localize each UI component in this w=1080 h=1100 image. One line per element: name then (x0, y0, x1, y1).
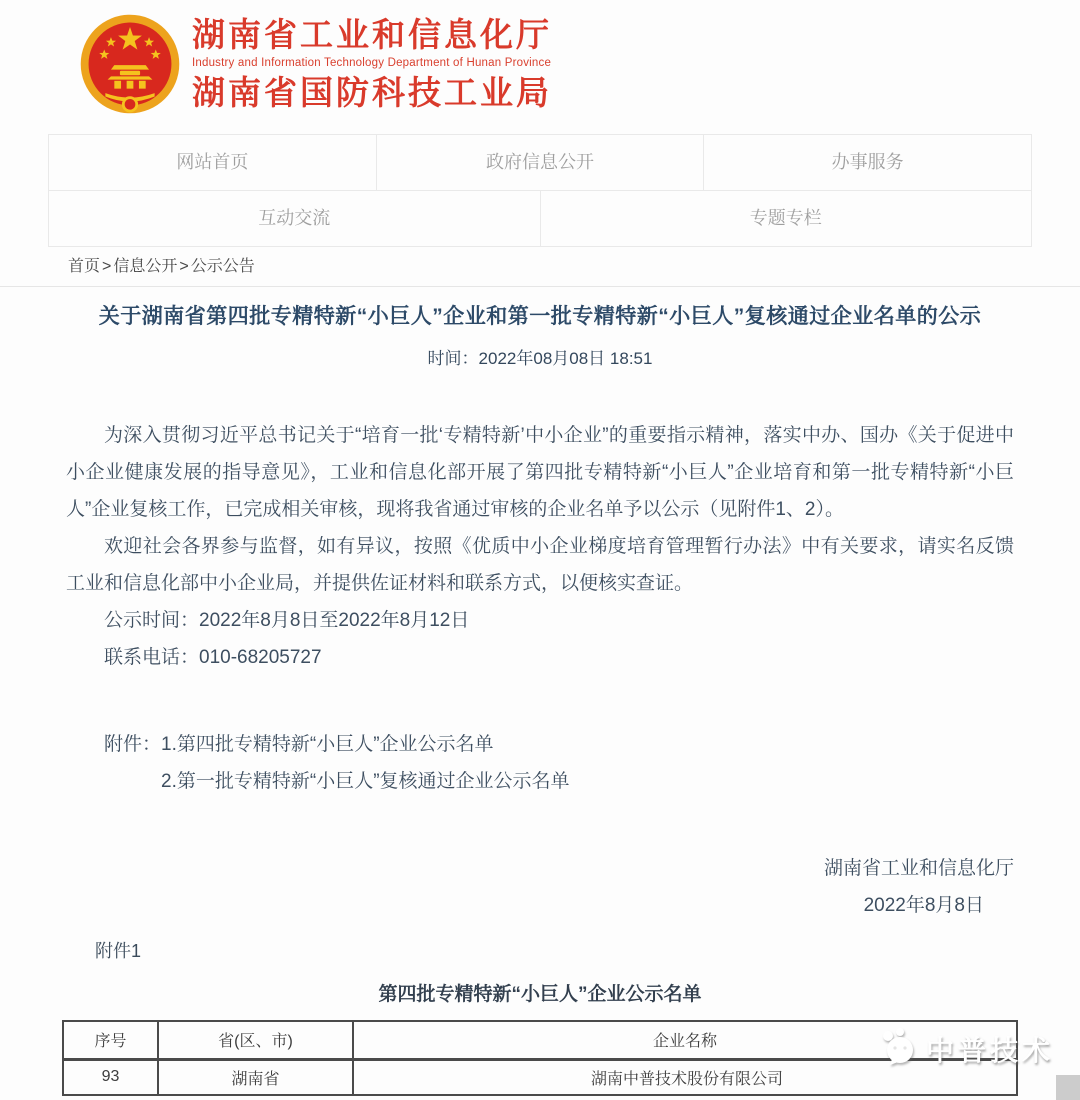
cell-serial-no: 93 (63, 1059, 158, 1095)
header-province: 省(区、市) (158, 1021, 353, 1059)
watermark-text: 中普技术 (926, 1034, 1055, 1066)
article-title: 关于湖南省第四批专精特新“小巨人”企业和第一批专精特新“小巨人”复核通过企业名单的公示 (98, 305, 982, 328)
nav-item-interaction[interactable]: 互动交流 (258, 208, 331, 228)
breadcrumb-info-disclosure[interactable]: 信息公开 (113, 258, 178, 275)
national-emblem-icon (74, 8, 186, 120)
article-paragraph-2: 欢迎社会各界参与监督，如有异议，按照《优质中小企业梯度培育管理暂行办法》中有关要求，请实名反馈工业和信息化部中小企业局，并提供佐证材料和联系方式，以便核实查证。 (66, 536, 1014, 594)
signature-date: 2022年8月8日 (863, 895, 984, 916)
nav-row-2 (49, 190, 1031, 246)
notice-period: 公示时间：2022年8月8日至2022年8月12日 (104, 610, 470, 631)
org-name-cn-1: 湖南省工业和信息化厅 (192, 16, 552, 53)
nav-item-services[interactable]: 办事服务 (703, 135, 1031, 190)
main-nav (48, 134, 1032, 247)
cell-province: 湖南省 (158, 1059, 353, 1095)
enterprise-roster-table (62, 1020, 1018, 1096)
breadcrumb-announcements[interactable]: 公示公告 (190, 258, 255, 275)
cell-company-name: 湖南中普技术股份有限公司 (353, 1059, 1017, 1095)
attachments-block (66, 726, 1014, 800)
breadcrumb (0, 247, 1080, 287)
attachment-row-1 (66, 726, 1014, 763)
nav-item-special-topics[interactable]: 专题专栏 (540, 191, 1032, 246)
attachments-label: 附件： (104, 734, 162, 755)
breadcrumb-separator: > (102, 258, 112, 275)
contact-phone: 联系电话：010-68205727 (104, 647, 322, 668)
attachment1-table-title: 第四批专精特新“小巨人”企业公示名单 (378, 984, 702, 1005)
nav-item-home[interactable]: 网站首页 (176, 152, 249, 172)
breadcrumb-home[interactable]: 首页 (68, 258, 101, 275)
article-paragraph-1: 为深入贯彻习近平总书记关于“培育一批‘专精特新’中小企业”的重要指示精神，落实中办、国办《关于促进中小企业健康发展的指导意见》，工业和信息化部开展了第四批专精特新“小巨人”企业培育和第一批专精特新“小巨人”企业复核工作，已完成相关审核，现将我省通过审核的企业名单予以公示（见附件1、2）。 (66, 425, 1014, 520)
nav-item-gov-info[interactable]: 政府信息公开 (376, 135, 704, 190)
table-row (63, 1059, 1017, 1095)
org-title-block (192, 16, 552, 112)
org-name-cn-2: 湖南省国防科技工业局 (192, 74, 552, 111)
attachment-row-2 (66, 763, 1014, 800)
site-header (0, 0, 1080, 130)
attachment1-label: 附件1 (95, 941, 142, 961)
signature-block (66, 850, 1014, 924)
header-serial-no: 序号 (63, 1021, 158, 1059)
attachment-link-1[interactable]: 1.第四批专精特新“小巨人”企业公示名单 (161, 734, 494, 755)
attachment-link-2[interactable]: 2.第一批专精特新“小巨人”复核通过企业公示名单 (161, 771, 570, 792)
header-company-name: 企业名称 (353, 1021, 1017, 1059)
corner-chip (1056, 1075, 1080, 1100)
table-header-row (63, 1021, 1017, 1059)
org-name-en: Industry and Information Technology Department of Hunan Province (192, 57, 552, 69)
nav-row-1 (49, 135, 1031, 190)
breadcrumb-separator: > (179, 258, 189, 275)
article-timestamp: 时间：2022年08月08日 18:51 (427, 349, 653, 368)
article-body (66, 417, 1014, 924)
signature-org: 湖南省工业和信息化厅 (823, 858, 1014, 879)
